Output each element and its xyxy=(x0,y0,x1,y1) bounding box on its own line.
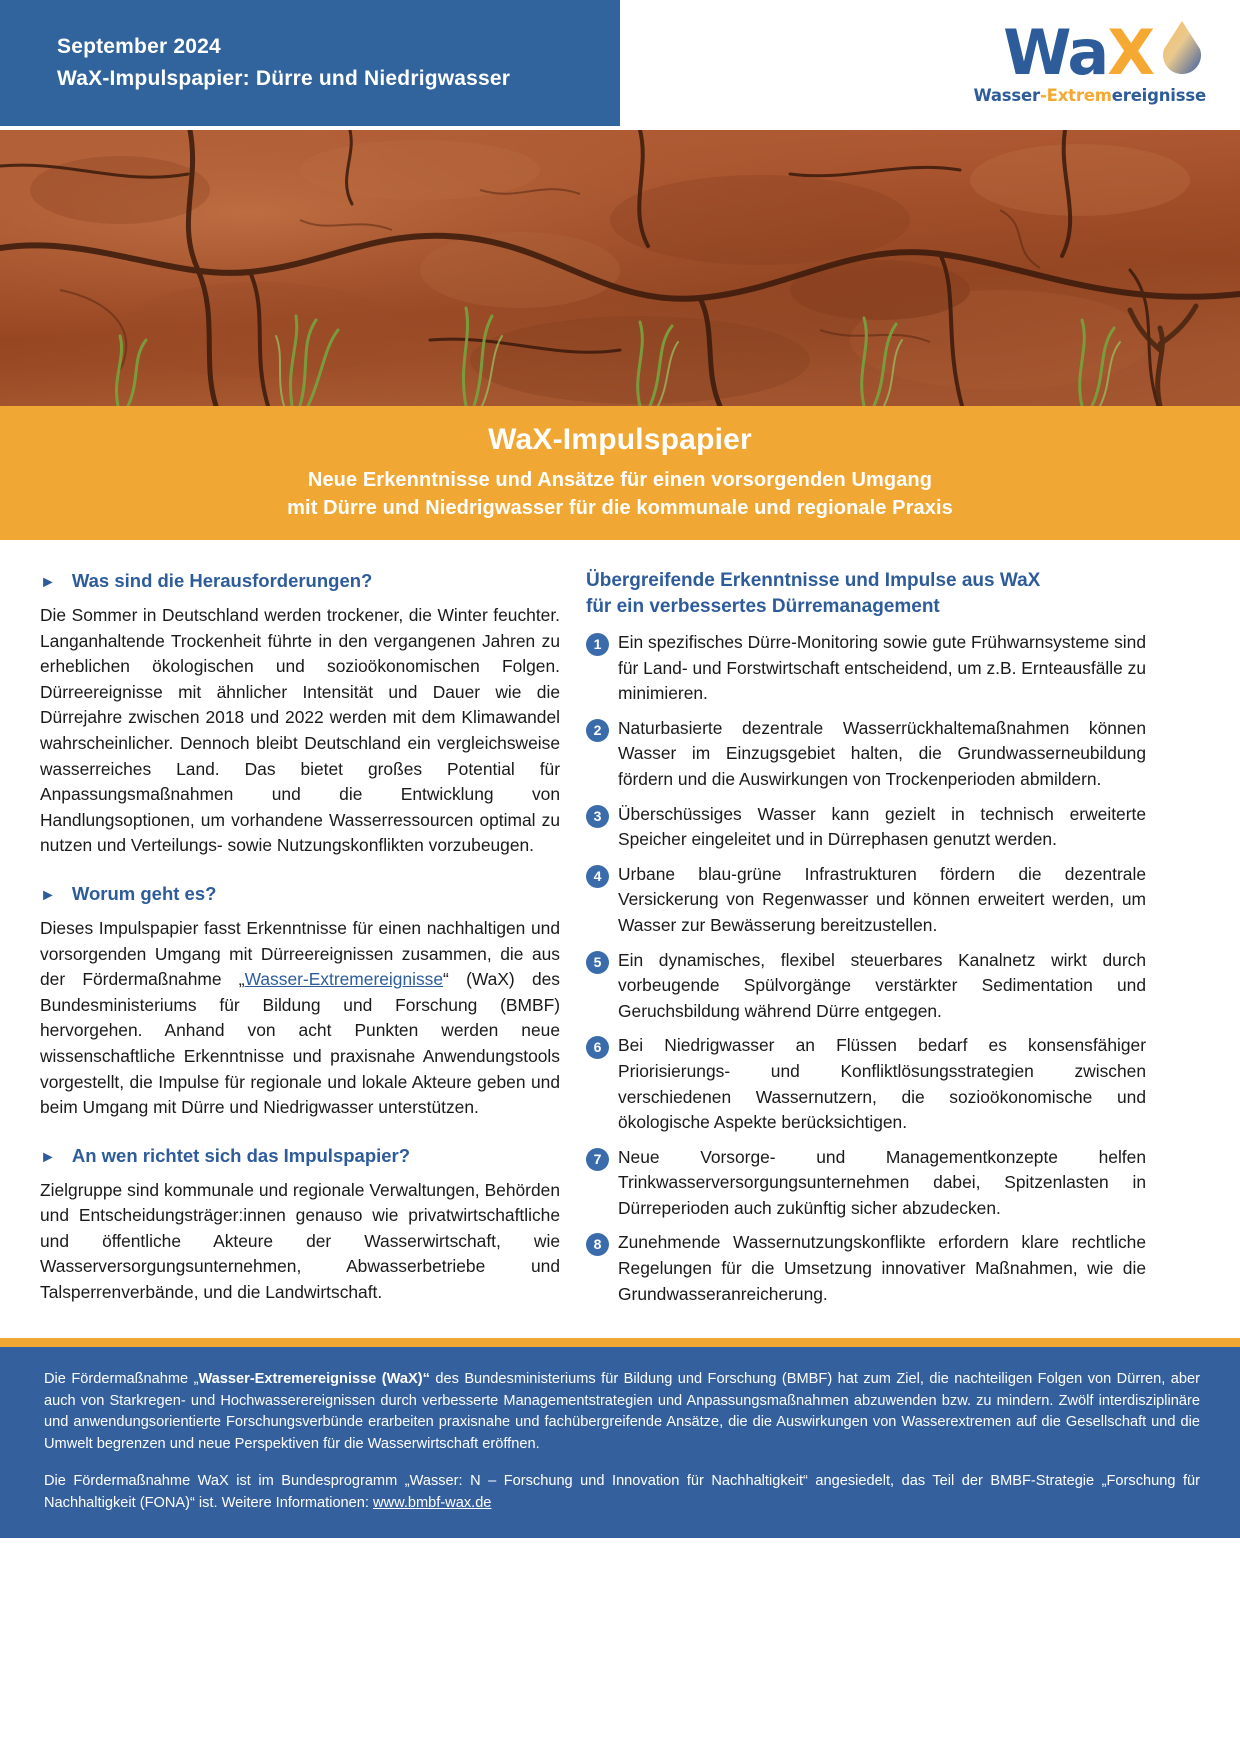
publication-date: September 2024 xyxy=(57,35,221,58)
logo-tagline-blue-1: Wasser xyxy=(973,86,1040,105)
right-column xyxy=(586,568,1146,1316)
footer-paragraph-1 xyxy=(44,1369,1200,1455)
title-banner xyxy=(0,406,1240,540)
item-number-badge: 5 xyxy=(586,951,609,974)
wax-logo xyxy=(944,18,1206,114)
item-number-badge: 3 xyxy=(586,805,609,828)
water-drop-icon xyxy=(1158,19,1206,82)
section-heading-audience-label: An wen richtet sich das Impulspapier? xyxy=(71,1144,411,1166)
list-item xyxy=(586,1033,1146,1135)
logo-text-x: X xyxy=(1107,16,1154,89)
right-column-heading xyxy=(586,568,1146,620)
item-text: Urbane blau-grüne Infrastrukturen fördern die dezentrale Versickerung von Regenwasser und können erweitert werden, um Wasser zur Bewässerung bereitzustellen. xyxy=(618,863,1146,935)
bmbf-wax-website-link[interactable]: www.bmbf-wax.de xyxy=(373,1494,492,1511)
footer-p1-part2: des Bundesministeriums für Bildung und Forschung (BMBF) hat zum Ziel, die nachteiligen Folgen von Dürren, aber auch von Starkregen- und Hochwasserereignissen durch verbesserte Managementstrategien und Anpassungsmaßnahmen abzuwenden bzw. zu mindern. Zwölf interdisziplinäre und anwendungsorientierte Forschungsverbünde erarbeiten praxisnahe und fachübergreifende Ansätze, die die Auswirkungen von Wasserextremen auf die Gesellschaft und die Umwelt begrenzen und neue Perspektiven für die Wasserwirtschaft eröffnen. xyxy=(44,1371,1200,1452)
document-subtitle-line-2: mit Dürre und Niedrigwasser für die kommunale und regionale Praxis xyxy=(287,497,953,519)
item-number-badge: 2 xyxy=(586,719,609,742)
header-blue-band xyxy=(0,0,620,126)
document-subtitle-line-1: Neue Erkenntnisse und Ansätze für einen vorsorgenden Umgang xyxy=(307,469,933,491)
footer-p2-part1: Die Fördermaßnahme WaX ist im Bundesprogramm „Wasser: N – Forschung und Innovation für Nachhaltigkeit“ angesiedelt, das Teil der BMBF-Strategie „Forschung für Nachhaltigkeit (FONA)“ ist. Weitere Informationen: xyxy=(44,1473,1200,1511)
findings-list xyxy=(586,630,1146,1307)
footer-orange-rule xyxy=(0,1338,1240,1347)
item-text: Überschüssiges Wasser kann gezielt in technisch erweiterte Speicher eingeleitet und in Dürrephasen genutzt werden. xyxy=(618,803,1146,850)
section-heading-about xyxy=(40,881,560,909)
logo-tagline xyxy=(944,86,1206,106)
hero-photo-cracked-soil xyxy=(0,130,1240,406)
section-body-about-part2: “ (WaX) des Bundesministeriums für Bildung und Forschung (BMBF) hervorgehen. Anhand von acht Punkten werden neue wissenschaftliche Erkenntnisse und praxisnahe Anwendungstools vorgestellt, die Impulse für regionale und lokale Akteure geben und beim Umgang mit Dürre und Niedrigwasser unterstützen. xyxy=(40,969,560,1118)
logo-tagline-orange: -Extrem xyxy=(1039,86,1112,105)
section-body-about-part1: Dieses Impulspapier fasst Erkenntnisse für einen nachhaltigen und vorsorgenden Umgang mit Dürreereignissen zusammen, die aus der Fördermaßnahme „ xyxy=(40,917,560,990)
item-number-badge: 8 xyxy=(586,1233,609,1256)
document-title: WaX-Impulspapier xyxy=(488,423,752,456)
list-item xyxy=(586,716,1146,793)
section-body-challenges: Die Sommer in Deutschland werden trockener, die Winter feuchter. Langanhaltende Trockenheit führte in den vergangenen Jahren zu erheblichen ökologischen und sozioökonomischen Folgen. Dürreereignisse mit ähnlicher Intensität und Dauer wie die Dürrejahre zwischen 2018 und 2022 werden mit dem Klimawandel wahrscheinlicher. Dennoch bleibt Deutschland ein vergleichsweise wasserreiches Land. Das bietet großes Potential für Anpassungsmaßnahmen und die Entwicklung von Handlungsoptionen, um vorhandene Wasserressourcen optimal zu nutzen und Verteilungs- sowie Nutzungskonflikten vorzubeugen. xyxy=(40,605,560,856)
main-content xyxy=(0,540,1240,1316)
section-heading-audience xyxy=(40,1143,560,1171)
wasser-extremereignisse-link[interactable]: Wasser-Extremereignisse xyxy=(244,969,444,990)
item-text: Ein spezifisches Dürre-Monitoring sowie gute Frühwarnsysteme sind für Land- und Forstwirtschaft entscheidend, um z.B. Ernteausfälle zu minimieren. xyxy=(618,632,1146,704)
triangle-bullet-icon: ► xyxy=(40,1148,56,1166)
footer-p1-part1: Die Fördermaßnahme „ xyxy=(44,1371,199,1388)
item-text: Bei Niedrigwasser an Flüssen bedarf es konsensfähiger Priorisierungs- und Konfliktlösungsstrategien zwischen verschiedenen Wassernutzern, die sozioökonomische und ökologische Aspekte berücksichtigen. xyxy=(618,1035,1146,1133)
right-column-heading-line-1: Übergreifende Erkenntnisse und Impulse aus WaX xyxy=(586,570,1041,591)
triangle-bullet-icon: ► xyxy=(40,574,56,591)
section-body-audience: Zielgruppe sind kommunale und regionale Verwaltungen, Behörden und Entscheidungsträger:innen genauso wie privatwirtschaftliche und öffentliche Akteure der Wasserwirtschaft, wie Wasserversorgungsunternehmen, Abwasserbetriebe und Talsperrenverbände, und die Landwirtschaft. xyxy=(40,1179,560,1303)
right-column-heading-line-2: für ein verbessertes Dürremanagement xyxy=(586,596,940,617)
item-number-badge: 6 xyxy=(586,1036,609,1059)
logo-mark xyxy=(944,16,1206,89)
footer-p1-bold: Wasser-Extremereignisse (WaX)“ xyxy=(198,1371,430,1388)
item-text: Zunehmende Wassernutzungskonflikte erfordern klare rechtliche Regelungen für die Umsetzung innovativer Maßnahmen, wie die Grundwasseranreicherung. xyxy=(618,1232,1146,1304)
page-footer xyxy=(0,1347,1240,1538)
list-item xyxy=(586,630,1146,707)
list-item xyxy=(586,1145,1146,1222)
item-number-badge: 4 xyxy=(586,865,609,888)
section-heading-challenges-label: Was sind die Herausforderungen? xyxy=(71,570,373,591)
header-subtitle: WaX-Impulspapier: Dürre und Niedrigwasser xyxy=(57,67,511,90)
section-body-about xyxy=(40,916,560,1121)
section-heading-about-label: Worum geht es? xyxy=(71,882,217,904)
section-heading-challenges xyxy=(40,568,560,596)
hero-illustration xyxy=(0,130,1240,406)
triangle-bullet-icon: ► xyxy=(40,886,56,904)
left-column xyxy=(40,568,560,1316)
logo-tagline-blue-2: ereignisse xyxy=(1111,86,1206,105)
item-number-badge: 7 xyxy=(586,1148,609,1171)
item-text: Neue Vorsorge- und Managementkonzepte helfen Trinkwasserversorgungsunternehmen dabei, Spitzenlasten in Dürreperioden auch zukünftig sicher abzudecken. xyxy=(618,1146,1146,1218)
page-header xyxy=(0,0,1240,130)
list-item xyxy=(586,862,1146,939)
list-item xyxy=(586,1230,1146,1307)
item-text: Naturbasierte dezentrale Wasserrückhaltemaßnahmen können Wasser im Einzugsgebiet halten, die Grundwasserneubildung fördern und die Auswirkungen von Trockenperioden abmildern. xyxy=(618,717,1146,789)
list-item xyxy=(586,948,1146,1025)
list-item xyxy=(586,802,1146,853)
item-text: Ein dynamisches, flexibel steuerbares Kanalnetz wirkt durch vorbeugende Spülvorgänge verstärkter Sedimentation und Geruchsbildung während Dürre entgegen. xyxy=(618,949,1146,1021)
item-number-badge: 1 xyxy=(586,633,609,656)
logo-text-wa: Wa xyxy=(1003,16,1108,89)
header-meta xyxy=(57,32,510,94)
footer-paragraph-2 xyxy=(44,1471,1200,1514)
